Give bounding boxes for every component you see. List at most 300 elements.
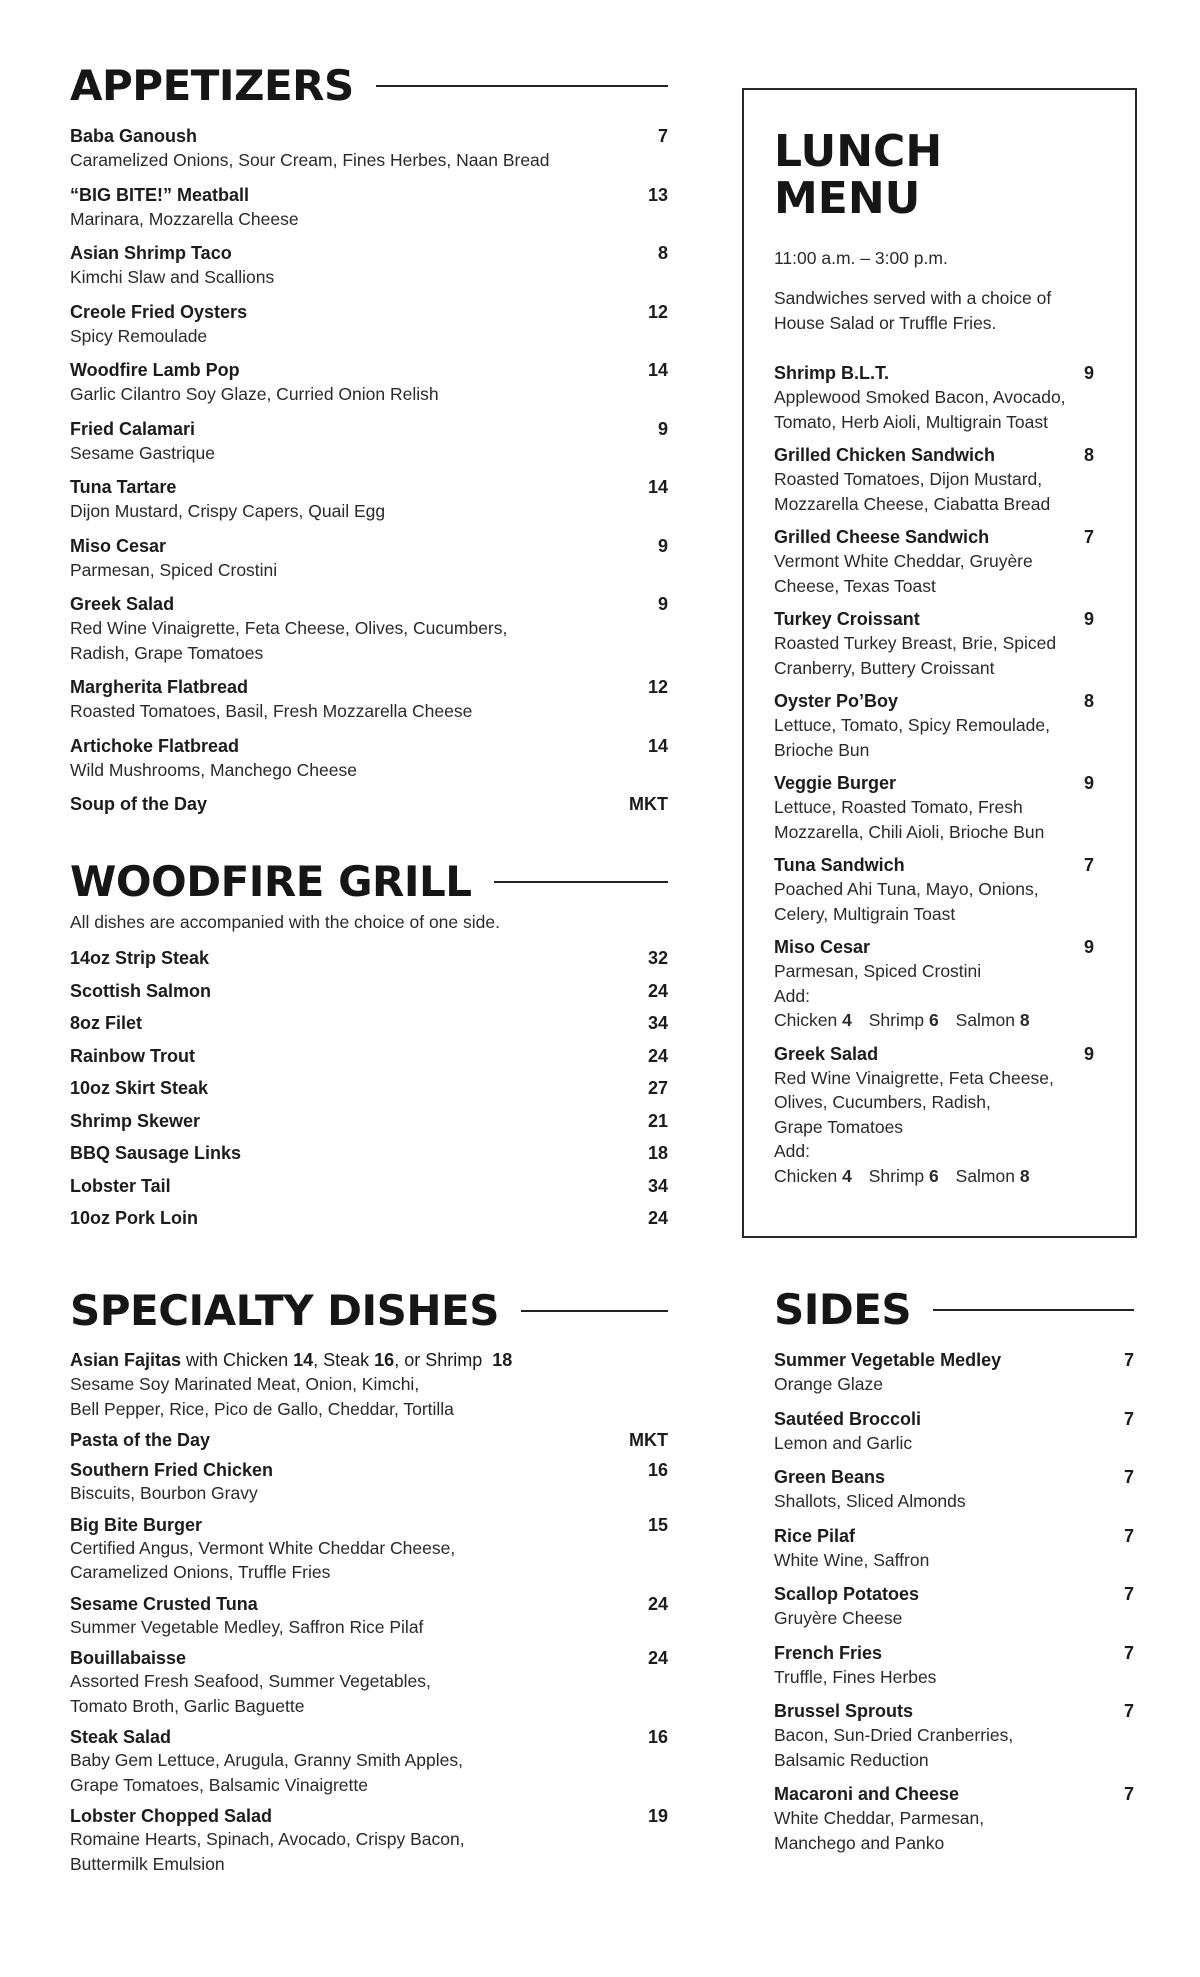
item-description [774, 877, 1094, 926]
item-name: Artichoke Flatbread [70, 735, 240, 756]
menu-item [70, 1460, 668, 1506]
specialty-dishes-section [70, 1286, 668, 1885]
description-line: Olives, Cucumbers, Radish, [774, 1092, 991, 1112]
description-line: Grape Tomatoes [774, 1116, 904, 1137]
fajitas-shrimp-label: , or Shrimp [394, 1350, 488, 1370]
addon-shrimp [869, 1010, 939, 1030]
lunch-served-note [774, 286, 1094, 335]
item-price: 32 [647, 948, 668, 968]
item-name: Greek Salad [70, 594, 175, 614]
description-line: Romaine Hearts, Spinach, Avocado, Crispy Bacon, [70, 1829, 465, 1849]
item-row [70, 1013, 668, 1034]
description-line: Spicy Remoulade [70, 325, 208, 346]
item-price: 9 [1083, 1043, 1094, 1064]
description-line: White Cheddar, Parmesan, [774, 1808, 985, 1828]
addon-price: 4 [842, 1010, 852, 1030]
item-row [70, 1176, 668, 1197]
addon-shrimp [869, 1166, 939, 1186]
item-price: 24 [647, 1208, 668, 1228]
item-row [70, 1111, 668, 1132]
item-row [70, 1143, 668, 1164]
item-row [774, 689, 1094, 713]
item-row [70, 1806, 668, 1827]
item-name: Lobster Chopped Salad [70, 1806, 273, 1826]
item-name: Asian Shrimp Taco [70, 243, 232, 263]
menu-item [774, 771, 1094, 844]
addon-chicken [774, 1166, 852, 1186]
woodfire-grill-section [70, 858, 668, 1241]
menu-item-miso-cesar-lunch [774, 935, 1094, 1033]
item-description [774, 631, 1094, 680]
item-name: Shrimp Skewer [70, 1110, 201, 1131]
description-line: Gruyère Cheese [774, 1608, 903, 1628]
item-description [70, 1481, 668, 1506]
item-description [774, 795, 1094, 844]
menu-item [70, 734, 668, 783]
item-name: Lobster Tail [70, 1175, 171, 1196]
item-price: 9 [1083, 609, 1094, 629]
item-price: 7 [1123, 1408, 1134, 1429]
item-name: Tuna Sandwich [774, 855, 905, 875]
title-divider [494, 881, 668, 883]
menu-item-asian-fajitas [70, 1348, 668, 1421]
addon-label: Shrimp [868, 1010, 925, 1030]
fajitas-steak-label: , Steak [313, 1350, 375, 1370]
menu-item [70, 241, 668, 290]
woodfire-header [70, 858, 668, 906]
item-price: 27 [647, 1078, 668, 1098]
lunch-menu-section [774, 128, 1094, 1197]
item-name: Sesame Crusted Tuna [70, 1593, 258, 1614]
item-description [70, 1615, 668, 1640]
item-description [70, 1536, 668, 1585]
description-line: Sesame Gastrique [70, 442, 215, 463]
description-line: Assorted Fresh Seafood, Summer Vegetables, [70, 1671, 431, 1691]
item-name: Brussel Sprouts [774, 1701, 914, 1721]
description-line: Dijon Mustard, Crispy Capers, Quail Egg [70, 501, 386, 521]
item-row [70, 1046, 668, 1067]
fajitas-name: Asian Fajitas [70, 1350, 182, 1370]
fajitas-shrimp-price: 18 [492, 1350, 513, 1370]
item-name: Steak Salad [70, 1727, 172, 1747]
description-line: Celery, Multigrain Toast [774, 903, 956, 924]
menu-item [70, 592, 668, 665]
item-description [70, 616, 668, 665]
item-name: Baba Ganoush [70, 126, 198, 146]
description-line: Sesame Soy Marinated Meat, Onion, Kimchi, [70, 1374, 420, 1394]
item-price: 7 [1123, 1584, 1134, 1604]
appetizers-list [70, 124, 668, 816]
menu-item [774, 525, 1094, 598]
item-price: 9 [1083, 773, 1094, 793]
description-line: Red Wine Vinaigrette, Feta Cheese, Olives, Cucumbers, [70, 618, 508, 638]
item-price: 8 [1083, 445, 1094, 465]
description-line: Kimchi Slaw and Scallions [70, 267, 275, 287]
item-name: Turkey Croissant [774, 609, 920, 629]
item-description [70, 1372, 668, 1421]
item-row [70, 1078, 668, 1099]
description-line: Caramelized Onions, Truffle Fries [70, 1562, 331, 1582]
item-name: Macaroni and Cheese [774, 1784, 960, 1804]
lunch-items [774, 361, 1094, 1188]
menu-item [774, 361, 1094, 434]
item-name: Shrimp B.L.T. [774, 363, 890, 383]
specialty-list [70, 1430, 668, 1876]
item-description [70, 699, 668, 724]
item-price: 24 [647, 1648, 668, 1668]
item-name: Grilled Chicken Sandwich [774, 445, 996, 465]
menu-item [70, 124, 668, 173]
item-description [70, 499, 668, 524]
item-name: Margherita Flatbread [70, 677, 249, 697]
item-name: Rice Pilaf [774, 1525, 856, 1546]
menu-item [70, 417, 668, 466]
item-description [774, 1066, 1094, 1189]
item-price: 18 [647, 1143, 668, 1163]
specialty-header [70, 1286, 668, 1336]
add-label: Add: [774, 985, 810, 1006]
description-line: Roasted Turkey Breast, Brie, Spiced [774, 633, 1057, 653]
lunch-list [774, 361, 1094, 926]
description-line: Bell Pepper, Rice, Pico de Gallo, Cheddar, Tortilla [70, 1398, 454, 1419]
addon-label: Chicken [774, 1165, 838, 1186]
menu-item [774, 1782, 1134, 1855]
item-description [70, 207, 668, 232]
item-price: 34 [647, 1013, 668, 1033]
item-price: 24 [647, 1045, 668, 1066]
item-row [70, 1208, 668, 1229]
description-line: Buttermilk Emulsion [70, 1853, 225, 1874]
item-name: Miso Cesar [774, 937, 871, 957]
menu-item-greek-salad-lunch [774, 1042, 1094, 1189]
addon-price: 4 [842, 1165, 852, 1186]
item-description [70, 1669, 668, 1718]
item-price: 9 [1083, 937, 1094, 957]
item-row [70, 1460, 668, 1481]
lunch-title-line: MENU [774, 173, 921, 224]
specialty-title: SPECIALTY DISHES [70, 1286, 500, 1335]
item-description [774, 1723, 1134, 1772]
item-name: Sautéed Broccoli [774, 1408, 922, 1429]
description-line: Vermont White Cheddar, Gruyère [774, 551, 1033, 571]
description-line: Summer Vegetable Medley, Saffron Rice Pilaf [70, 1616, 424, 1637]
menu-item [70, 1111, 668, 1144]
item-description [774, 1548, 1134, 1573]
item-price: 13 [647, 184, 668, 205]
menu-item [70, 1594, 668, 1640]
description-line: Applewood Smoked Bacon, Avocado, [774, 387, 1066, 407]
menu-item [70, 675, 668, 724]
item-name: 10oz Skirt Steak [70, 1078, 209, 1098]
menu-item [774, 689, 1094, 762]
menu-item [70, 1648, 668, 1718]
item-row [70, 1727, 668, 1748]
item-price: 7 [1083, 527, 1094, 547]
item-name: Woodfire Lamb Pop [70, 360, 240, 380]
item-row [774, 361, 1094, 385]
description-line: Balsamic Reduction [774, 1749, 929, 1770]
menu-item [70, 1078, 668, 1111]
item-description [70, 558, 668, 583]
item-price: 19 [647, 1806, 668, 1826]
item-name: 10oz Pork Loin [70, 1208, 199, 1228]
item-row [774, 1348, 1134, 1372]
item-description [70, 758, 668, 783]
item-row [774, 525, 1094, 549]
menu-item [774, 443, 1094, 516]
item-name: Green Beans [774, 1467, 886, 1487]
item-description [70, 441, 668, 466]
description-line: Orange Glaze [774, 1374, 883, 1394]
item-price: 7 [1123, 1350, 1134, 1370]
description-line: Brioche Bun [774, 739, 870, 760]
item-name: Southern Fried Chicken [70, 1460, 274, 1480]
item-description [774, 1665, 1134, 1690]
item-description [70, 148, 668, 173]
add-label: Add: [774, 1141, 810, 1161]
item-price: 16 [647, 1460, 668, 1480]
item-row [774, 1524, 1134, 1548]
item-name: Tuna Tartare [70, 477, 177, 497]
menu-item [774, 1524, 1134, 1573]
menu-item [774, 1582, 1134, 1631]
menu-item [70, 948, 668, 981]
description-line: Parmesan, Spiced Crostini [774, 961, 982, 981]
item-row [774, 1641, 1134, 1665]
addon-list [774, 1164, 1094, 1189]
item-price: 9 [657, 594, 668, 614]
item-price: 34 [647, 1175, 668, 1196]
menu-item [70, 792, 668, 816]
item-row [70, 241, 668, 265]
item-row [70, 475, 668, 499]
item-price: 24 [647, 1593, 668, 1614]
description-line: Wild Mushrooms, Manchego Cheese [70, 759, 357, 780]
item-row [774, 1465, 1134, 1489]
menu-item [70, 475, 668, 524]
menu-item [70, 300, 668, 349]
item-row [70, 124, 668, 148]
sides-section [774, 1286, 1134, 1865]
description-line: Poached Ahi Tuna, Mayo, Onions, [774, 879, 1039, 899]
menu-item [70, 1430, 668, 1451]
menu-item [70, 534, 668, 583]
item-description [774, 549, 1094, 598]
item-price: 7 [1123, 1784, 1134, 1804]
item-description [774, 1431, 1134, 1456]
menu-item [774, 853, 1094, 926]
item-description [774, 385, 1094, 434]
item-price: 7 [657, 126, 668, 146]
item-price: 9 [1083, 363, 1094, 383]
fajitas-steak-price: 16 [374, 1350, 395, 1370]
addon-list [774, 1008, 1094, 1033]
addon-salmon [956, 1166, 1030, 1186]
description-line: Certified Angus, Vermont White Cheddar Cheese, [70, 1537, 456, 1558]
appetizers-title: APPETIZERS [70, 61, 354, 110]
item-description [774, 713, 1094, 762]
description-line: Lettuce, Roasted Tomato, Fresh [774, 797, 1023, 817]
sides-title: SIDES [774, 1285, 912, 1334]
item-price: 14 [647, 477, 668, 497]
description-line: Red Wine Vinaigrette, Feta Cheese, [774, 1067, 1054, 1088]
title-divider [376, 85, 668, 87]
description-line: Mozzarella, Chili Aioli, Brioche Bun [774, 821, 1045, 842]
item-row [70, 1515, 668, 1536]
item-row [70, 734, 668, 758]
item-description [774, 467, 1094, 516]
appetizers-section [70, 62, 668, 826]
item-name: Veggie Burger [774, 773, 897, 793]
description-line: Roasted Tomatoes, Dijon Mustard, [774, 469, 1043, 489]
item-row [70, 792, 668, 816]
menu-item [70, 981, 668, 1014]
title-divider [521, 1310, 668, 1312]
item-description [70, 324, 668, 349]
item-price: MKT [629, 1430, 668, 1450]
description-line: Tomato Broth, Garlic Baguette [70, 1695, 305, 1716]
item-name: Scottish Salmon [70, 980, 212, 1001]
addon-chicken [774, 1010, 852, 1030]
item-price: 24 [647, 980, 668, 1001]
description-line: Shallots, Sliced Almonds [774, 1491, 966, 1511]
served-line: Sandwiches served with a choice of [774, 288, 1052, 308]
woodfire-list [70, 948, 668, 1241]
item-row [70, 183, 668, 207]
item-row [70, 358, 668, 382]
item-description [774, 1806, 1134, 1855]
item-name: Miso Cesar [70, 535, 167, 556]
item-price: 14 [647, 360, 668, 380]
item-description [70, 1827, 668, 1876]
title-divider [933, 1309, 1134, 1311]
item-name: 8oz Filet [70, 1013, 143, 1033]
description-line: White Wine, Saffron [774, 1549, 930, 1570]
addon-salmon [956, 1010, 1030, 1030]
item-description [774, 1489, 1134, 1514]
item-name: Rainbow Trout [70, 1045, 195, 1066]
item-name: Summer Vegetable Medley [774, 1350, 1002, 1370]
item-price: 12 [647, 677, 668, 697]
item-price: 8 [1083, 691, 1094, 711]
item-description [70, 265, 668, 290]
sides-list [774, 1348, 1134, 1855]
fajitas-heading [70, 1348, 668, 1372]
item-row [774, 1699, 1134, 1723]
description-line: Radish, Grape Tomatoes [70, 642, 264, 663]
item-price: 7 [1123, 1467, 1134, 1487]
lunch-hours: 11:00 a.m. – 3:00 p.m. [774, 248, 948, 268]
item-name: Bouillabaisse [70, 1648, 187, 1668]
description-line: Cranberry, Buttery Croissant [774, 657, 995, 678]
item-name: Grilled Cheese Sandwich [774, 527, 990, 547]
menu-item [70, 1046, 668, 1079]
item-name: “BIG BITE!” Meatball [70, 184, 250, 205]
description-line: Marinara, Mozzarella Cheese [70, 208, 299, 229]
item-row [774, 853, 1094, 877]
item-row [774, 771, 1094, 795]
item-price: 9 [657, 535, 668, 556]
item-row [774, 1782, 1134, 1806]
item-price: 7 [1083, 855, 1094, 875]
woodfire-note: All dishes are accompanied with the choice of one side. [70, 912, 500, 932]
item-price: 7 [1123, 1701, 1134, 1721]
description-line: Caramelized Onions, Sour Cream, Fines Herbes, Naan Bread [70, 150, 550, 170]
menu-item [774, 1348, 1134, 1397]
woodfire-title: WOODFIRE GRILL [70, 857, 472, 906]
addon-price: 6 [929, 1165, 939, 1186]
item-description [774, 959, 1094, 1033]
appetizers-header [70, 62, 668, 110]
menu-item [70, 1176, 668, 1209]
menu-item [70, 183, 668, 232]
menu-item [70, 1806, 668, 1876]
item-price: 16 [647, 1727, 668, 1747]
addon-label: Salmon [955, 1010, 1015, 1030]
addon-label: Chicken [774, 1010, 838, 1030]
item-name: Soup of the Day [70, 794, 208, 814]
menu-item [70, 1143, 668, 1176]
item-price: 12 [647, 301, 668, 322]
item-name: BBQ Sausage Links [70, 1143, 242, 1163]
item-description [774, 1372, 1134, 1397]
menu-item [70, 1208, 668, 1241]
served-line: House Salad or Truffle Fries. [774, 312, 997, 333]
item-name: Pasta of the Day [70, 1430, 211, 1450]
item-row [70, 534, 668, 558]
menu-item [774, 1465, 1134, 1514]
item-name: Creole Fried Oysters [70, 301, 248, 322]
description-line: Cheese, Texas Toast [774, 575, 936, 596]
description-line: Garlic Cilantro Soy Glaze, Curried Onion Relish [70, 384, 439, 404]
item-row [70, 417, 668, 441]
description-line: Manchego and Panko [774, 1832, 945, 1853]
lunch-title [774, 128, 1094, 222]
item-row [70, 300, 668, 324]
item-row [70, 1594, 668, 1615]
item-price: 8 [657, 243, 668, 263]
item-row [774, 1582, 1134, 1606]
menu-item [774, 1699, 1134, 1772]
description-line: Roasted Tomatoes, Basil, Fresh Mozzarella Cheese [70, 701, 473, 721]
item-description [70, 382, 668, 407]
description-line: Mozzarella Cheese, Ciabatta Bread [774, 493, 1051, 514]
addon-price: 8 [1019, 1010, 1030, 1030]
item-price: 7 [1123, 1525, 1134, 1546]
addon-price: 6 [929, 1010, 939, 1030]
description-line: Lemon and Garlic [774, 1432, 913, 1453]
item-price: 21 [647, 1110, 668, 1131]
item-price: 9 [657, 418, 668, 439]
menu-item [70, 1515, 668, 1585]
fajitas-chicken-price: 14 [293, 1350, 314, 1370]
item-row [70, 1648, 668, 1669]
item-row [774, 443, 1094, 467]
item-name: Big Bite Burger [70, 1514, 203, 1535]
addon-label: Salmon [955, 1165, 1015, 1186]
fajitas-with-label: with Chicken [181, 1350, 294, 1370]
item-description [774, 1606, 1134, 1631]
description-line: Parmesan, Spiced Crostini [70, 559, 278, 580]
item-row [774, 607, 1094, 631]
item-row [70, 1430, 668, 1451]
addon-label: Shrimp [868, 1165, 925, 1186]
item-name: 14oz Strip Steak [70, 948, 210, 968]
item-row [70, 981, 668, 1002]
item-price: 15 [647, 1514, 668, 1535]
menu-item [70, 1727, 668, 1797]
description-line: Bacon, Sun-Dried Cranberries, [774, 1725, 1014, 1745]
